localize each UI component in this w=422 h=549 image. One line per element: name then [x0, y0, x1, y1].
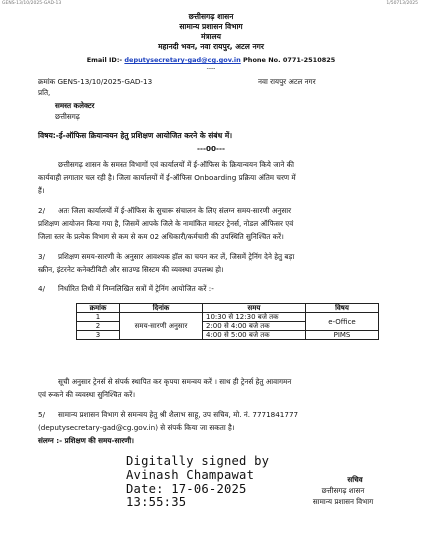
letterhead-divider: ----	[206, 65, 216, 72]
schedule-table	[76, 303, 379, 340]
para5-line2: (deputysecretary-gad@cg.gov.in) से संपर्क किया जा सकता है।	[38, 423, 235, 432]
signatory-govt: छत्तीसगढ़ शासन	[321, 486, 365, 495]
row-time: 4:00 से 5:00 बजे तक	[203, 331, 306, 340]
para2-line3: जिला स्तर के प्रत्येक विभाग से कम से कम 02 अधिकारी/कर्मचारी की उपस्थिति सुनिश्चित करें।	[38, 232, 284, 241]
para3-line1: प्रशिक्षण समय-सारणी के अनुसार आवश्यक हॉल का चयन कर लें, जिसमें ट्रेनिंग देने हेतु बड़ा	[58, 252, 295, 261]
email-link[interactable]: deputysecretary-gad@cg.gov.in	[124, 56, 241, 64]
letterhead-govt: छत्तीसगढ़ शासन	[188, 12, 234, 21]
row-topic-merged: e-Office	[306, 313, 379, 331]
row-date-merged: समय-सारणी अनुसार	[120, 313, 203, 340]
place: नवा रायपुर अटल नगर	[258, 77, 316, 86]
para4-text: निर्धारित तिथी में निम्नलिखित सत्रों में ट्रेनिंग आयोजित करें :-	[58, 284, 214, 293]
letterhead-address: महानदी भवन, नवा रायपुर, अटल नगर	[158, 42, 264, 51]
para2-number: 2/	[38, 206, 45, 215]
row-time: 2:00 से 4:00 बजे तक	[203, 322, 306, 331]
separator: ---00---	[197, 144, 225, 153]
signatory-title: सचिव	[347, 475, 363, 484]
row-topic: PIMS	[306, 331, 379, 340]
signature-line: Digitally signed by	[126, 454, 270, 468]
para2-line2: प्रशिक्षण आयोजन किया गया है, जिसमें आपके जिले के नामांकित मास्टर ट्रेनर्स, नोडल ऑफिसर एवं	[38, 219, 294, 228]
document-id-strip: 1/50713/2025	[386, 1, 418, 6]
para3-line2: स्क्रीन, इंटरनेट कनेक्टीविटी और साउण्ड सिस्टम की व्यवस्था उपलब्ध हो।	[38, 265, 224, 274]
para3-number: 3/	[38, 252, 45, 261]
para1-line2: कार्यवाही लगातार चल रही है। जिला कार्यालयों में ई-ऑफिस Onboarding प्रक्रिया अंतिम चरण में	[38, 173, 296, 182]
signatory-department: सामान्य प्रशासन विभाग	[312, 497, 374, 506]
after-table-line1: सूची अनुसार ट्रेनर्स से संपर्क स्थापित कर कृपया समन्वय करें । साथ ही ट्रेनर्स हेतु आवागमन	[58, 377, 292, 386]
signature-line: 13:55:35	[126, 495, 187, 510]
table-row	[77, 313, 379, 322]
recipient-state: छत्तीसगढ़	[55, 112, 80, 121]
signature-line: Date: 17-06-2025	[126, 481, 247, 496]
para4-number: 4/	[38, 284, 45, 293]
letterhead-secretariat: मंत्रालय	[200, 32, 221, 41]
para1-line3: हैं।	[38, 186, 45, 195]
table-header-row	[77, 304, 379, 313]
col-header-topic: विषय	[306, 304, 379, 313]
col-header-sno: क्रमांक	[77, 304, 120, 313]
enclosure-note: संलग्न :- प्रशिक्षण की समय-सारणी।	[38, 436, 134, 445]
para1-line1: छत्तीसगढ़ शासन के समस्त विभागों एवं कार्यालयों में ई-ऑफिस के क्रियान्वयन किये जाने की	[58, 160, 295, 169]
col-header-date: दिनांक	[120, 304, 203, 313]
subject-line: विषय:-ई-ऑफिस क्रियान्वयन हेतु प्रशिक्षण आयोजित करने के संबंध में।	[38, 131, 233, 140]
prati: प्रति,	[38, 88, 51, 97]
row-sno: 1	[77, 313, 120, 322]
row-sno: 3	[77, 331, 120, 340]
digital-signature-block	[126, 455, 269, 510]
letterhead-contact	[0, 56, 422, 64]
row-sno: 2	[77, 322, 120, 331]
email-label: Email ID:-	[86, 56, 123, 64]
para2-line1: अतः जिला कार्यालयों में ई-ऑफिस के सुचारू संचालन के लिए संलग्न समय-सारणी अनुसार	[58, 206, 292, 215]
para5-line1: सामान्य प्रशासन विभाग से समन्वय हेतु श्री शैलाभ साहू, उप सचिव, मो. नं. 7771841777	[58, 410, 299, 419]
reference-number: क्रमांक GENS-13/10/2025-GAD-13	[38, 77, 153, 86]
recipient: समस्त कलेक्टर	[55, 101, 95, 110]
row-time: 10:30 से 12:30 बजे तक	[203, 313, 306, 322]
after-table-line2: एवं रूकने की व्यवस्था सुनिश्चित करें।	[38, 390, 136, 399]
col-header-time: समय	[203, 304, 306, 313]
para5-number: 5/	[38, 410, 45, 419]
phone-number: Phone No. 0771-2510825	[243, 56, 336, 64]
signature-line: Avinash Champawat	[126, 467, 255, 482]
file-number-strip: GENS-13/10/2025-GAD-13	[2, 1, 62, 6]
letterhead-department: सामान्य प्रशासन विभाग	[179, 22, 243, 31]
